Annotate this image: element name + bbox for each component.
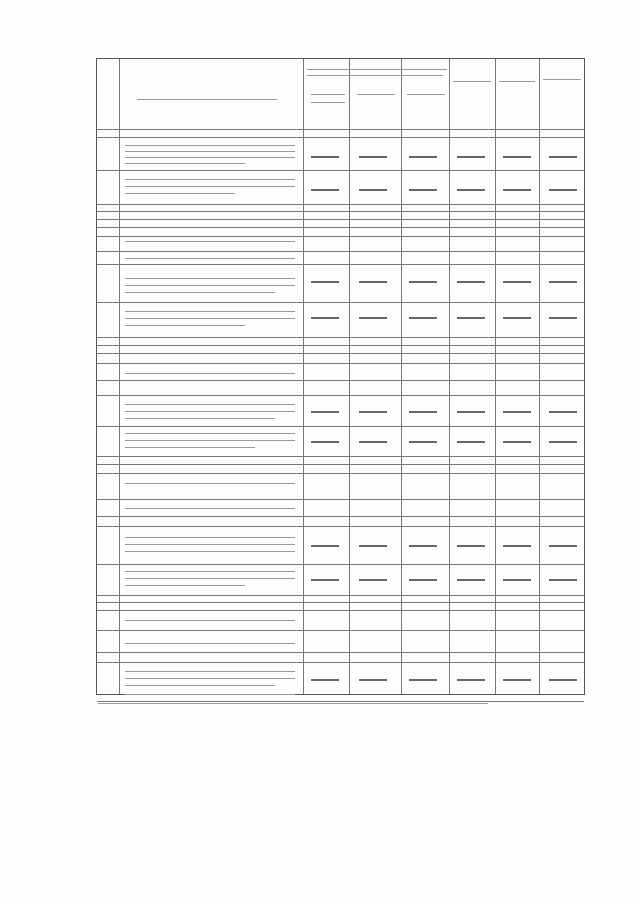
regional-standards-table bbox=[96, 58, 585, 695]
column-divider bbox=[539, 59, 540, 694]
column-divider bbox=[303, 59, 304, 694]
column-divider bbox=[401, 59, 402, 694]
header-text bbox=[307, 69, 447, 70]
column-number-row-divider bbox=[97, 137, 584, 138]
number-cell-mark bbox=[311, 156, 339, 158]
column-divider bbox=[449, 59, 450, 694]
column-divider bbox=[495, 59, 496, 694]
header-divider bbox=[97, 129, 584, 130]
row-text bbox=[125, 145, 295, 146]
column-divider bbox=[349, 59, 350, 694]
column-divider bbox=[119, 59, 120, 694]
